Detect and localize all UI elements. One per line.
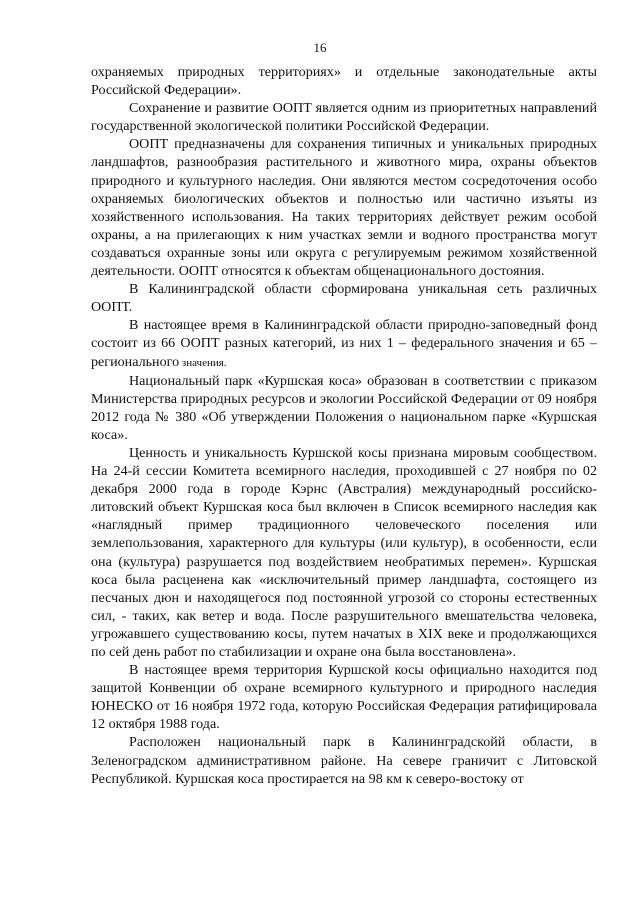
paragraph: Национальный парк «Куршская коса» образован в соответствии с приказом Министерства природных ресурсов и экологии Российской Федерации от 09 ноября 2012 года № 380 «Об утверждении Положения о национальном парке «Куршская коса». [91,372,597,443]
paragraph: Ценность и уникальность Куршской косы признана мировым сообществом. На 24-й сессии Комитета всемирного наследия, проходившей с 27 ноября по 02 декабря 2000 года в городе Кэрнс (Австралия) международный российско-литовский объект Куршская коса был включен в Список всемирного наследия как «наглядный пример традиционного человеческого поселения или землепользования, характерного для культуры (или культур), в особенности, если она (культура) разрушается под воздействием необратимых перемен». Куршская коса была расценена как «исключительный пример ландшафта, состоящего из песчаных дюн и находящегося под постоянной угрозой со стороны естественных сил, - таких, как ветер и вода. После разрушительного вмешательства человека, угрожавшего существованию косы, путем начатых в XIX веке и продолжающихся по сей день работ по стабилизации и охране она была восстановлена». [91,444,597,660]
paragraph: ООПТ предназначены для сохранения типичных и уникальных природных ландшафтов, разнообразия растительного и животного мира, охраны объектов природного и культурного наследия. Они являются местом сосредоточения особо охраняемых биологических объектов и полностью или частично изъяты из хозяйственного использования. На таких территориях действует режим особой охраны, а на прилегающих к ним участках земли и водного пространства могут создаваться охранные зоны или округа с регулируемым режимом хозяйственной деятельности. ООПТ относятся к объектам общенационального достояния. [91,136,597,280]
paragraph: Сохранение и развитие ООПТ является одним из приоритетных направлений государственной экологической политики Российской Федерации. [91,100,597,135]
paragraph: В настоящее время территория Куршской косы официально находится под защитой Конвенции об охране всемирного культурного и природного наследия ЮНЕСКО от 16 ноября 1972 года, которую Российская Федерация ратифицировала 12 октября 1988 года. [91,662,597,733]
document-body [91,63,597,788]
paragraph-text: В настоящее время в Калининградской области природно-заповедный фонд состоит из 66 ООПТ разных категорий, из них 1 – федерального значения и 65 – регионального [91,317,597,370]
paragraph-suffix: значения. [179,356,227,369]
page-number: 16 [313,40,327,55]
paragraph [91,316,597,371]
paragraph: охраняемых природных территориях» и отдельные законодательные акты Российской Федерации». [91,64,597,99]
paragraph: В Калининградской области сформирована уникальная сеть различных ООПТ. [91,281,597,316]
paragraph: Расположен национальный парк в Калининградскойй области, в Зеленоградском административном районе. На севере граничит с Литовской Республикой. Куршская коса простирается на 98 км к северо-востоку от [91,734,597,787]
